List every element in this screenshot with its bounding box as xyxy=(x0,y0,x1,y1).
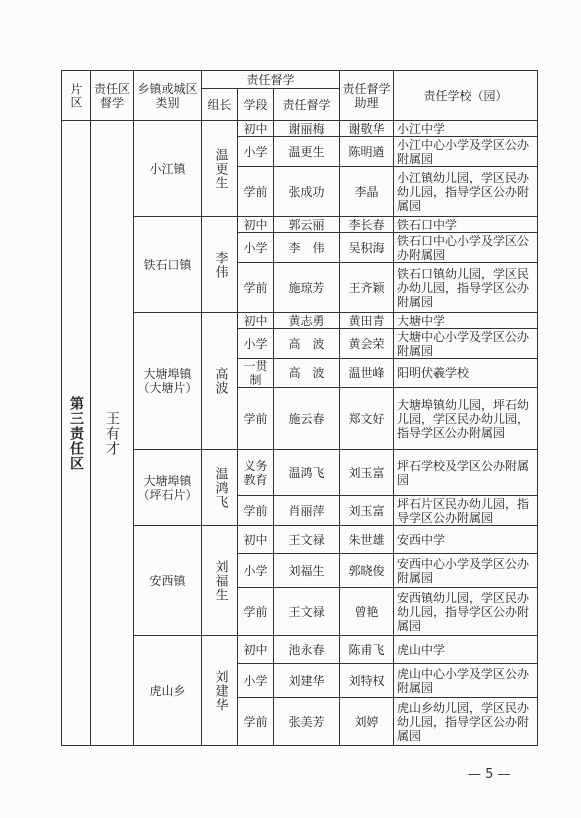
table-row xyxy=(62,450,538,496)
table-row xyxy=(62,217,538,233)
assistant-cell: 郑文好 xyxy=(340,388,394,450)
stage-cell: 学前 xyxy=(238,698,274,746)
assistant-cell: 刘玉富 xyxy=(340,450,394,496)
stage-cell: 小学 xyxy=(238,664,274,698)
table-row xyxy=(62,526,538,554)
header-pianqu: 片区 xyxy=(62,71,91,121)
assistant-cell: 温世峰 xyxy=(340,359,394,388)
assistant-cell: 曾艳 xyxy=(340,588,394,636)
stage-cell: 初中 xyxy=(238,217,274,233)
assistant-cell: 吴积海 xyxy=(340,233,394,263)
school-cell: 虎山中心小学及学区公办附属园 xyxy=(394,664,538,698)
supervisor-cell: 刘建华 xyxy=(274,664,340,698)
assistant-cell: 黄会荣 xyxy=(340,329,394,359)
assistant-cell: 陈甫飞 xyxy=(340,636,394,664)
assistant-cell: 李长春 xyxy=(340,217,394,233)
header-zuzhang: 组长 xyxy=(202,89,238,121)
town-cell: 大塘埠镇（坪石片） xyxy=(134,450,202,526)
school-cell: 安西中心小学及学区公办附属园 xyxy=(394,554,538,588)
assistant-cell: 刘玉富 xyxy=(340,496,394,526)
school-cell: 虎山乡幼儿园，学区民办幼儿园，指导学区公办附属园 xyxy=(394,698,538,746)
leader-cell: 刘建华 xyxy=(202,636,238,746)
school-cell: 小江镇幼儿园，学区民办幼儿园，指导学区公办附属园 xyxy=(394,167,538,217)
stage-cell: 初中 xyxy=(238,313,274,329)
supervisor-cell: 谢丽梅 xyxy=(274,121,340,137)
assistant-cell: 刘婷 xyxy=(340,698,394,746)
town-cell: 虎山乡 xyxy=(134,636,202,746)
assistant-cell: 朱世雄 xyxy=(340,526,394,554)
school-cell: 大塘中心小学及学区公办附属园 xyxy=(394,329,538,359)
school-cell: 大塘中学 xyxy=(394,313,538,329)
assistant-cell: 谢敬华 xyxy=(340,121,394,137)
leader-cell: 刘福生 xyxy=(202,526,238,636)
supervisor-cell: 刘福生 xyxy=(274,554,340,588)
header-duxue: 责任督学 xyxy=(274,89,340,121)
supervisor-cell: 温鸿飞 xyxy=(274,450,340,496)
town-cell: 安西镇 xyxy=(134,526,202,636)
assistant-cell: 黄田青 xyxy=(340,313,394,329)
stage-cell: 初中 xyxy=(238,636,274,664)
stage-cell: 初中 xyxy=(238,526,274,554)
assistant-cell: 陈明遒 xyxy=(340,137,394,167)
assistant-cell: 刘特权 xyxy=(340,664,394,698)
page-number: — 5 — xyxy=(468,767,511,782)
stage-cell: 初中 xyxy=(238,121,274,137)
stage-cell: 小学 xyxy=(238,137,274,167)
supervisor-cell: 张美芳 xyxy=(274,698,340,746)
stage-cell: 学前 xyxy=(238,388,274,450)
stage-cell: 小学 xyxy=(238,233,274,263)
school-cell: 阳明伏羲学校 xyxy=(394,359,538,388)
school-cell: 坪石学校及学区公办附属园 xyxy=(394,450,538,496)
assistant-cell: 李晶 xyxy=(340,167,394,217)
table-row xyxy=(62,313,538,329)
school-cell: 铁石口镇幼儿园，学区民办幼儿园，指导学区公办附属园 xyxy=(394,263,538,313)
stage-cell: 一贯制 xyxy=(238,359,274,388)
supervisor-cell: 施云春 xyxy=(274,388,340,450)
chief-supervisor-cell: 王有才 xyxy=(91,121,134,746)
table-row xyxy=(62,121,538,137)
assistant-cell: 郭晓俊 xyxy=(340,554,394,588)
supervisor-cell: 王文禄 xyxy=(274,588,340,636)
school-cell: 铁石口中心小学及学区公办附属园 xyxy=(394,233,538,263)
stage-cell: 学前 xyxy=(238,588,274,636)
header-zhuli: 责任督学助理 xyxy=(340,71,394,121)
school-cell: 虎山中学 xyxy=(394,636,538,664)
supervisor-cell: 温更生 xyxy=(274,137,340,167)
header-school: 责任学校（园） xyxy=(394,71,538,121)
supervisor-cell: 肖丽萍 xyxy=(274,496,340,526)
supervisor-cell: 池永春 xyxy=(274,636,340,664)
town-cell: 小江镇 xyxy=(134,121,202,217)
town-cell: 铁石口镇 xyxy=(134,217,202,313)
header-xiangzhen: 乡镇或城区类别 xyxy=(134,71,202,121)
supervisor-cell: 黄志勇 xyxy=(274,313,340,329)
header-xueduan: 学段 xyxy=(238,89,274,121)
header-duxue-group: 责任督学 xyxy=(202,71,340,89)
town-cell: 大塘埠镇（大塘片） xyxy=(134,313,202,450)
school-cell: 安西中学 xyxy=(394,526,538,554)
leader-cell: 温更生 xyxy=(202,121,238,217)
school-cell: 小江中心小学及学区公办附属园 xyxy=(394,137,538,167)
school-cell: 大塘埠镇幼儿园，坪石幼儿园，学区民办幼儿园，指导学区公办附属园 xyxy=(394,388,538,450)
stage-cell: 学前 xyxy=(238,167,274,217)
header-zeren-duxue: 责任区督学 xyxy=(91,71,134,121)
supervisor-cell: 王文禄 xyxy=(274,526,340,554)
school-cell: 坪石片区民办幼儿园，指导学区公办附属园 xyxy=(394,496,538,526)
supervisor-cell: 李 伟 xyxy=(274,233,340,263)
supervisor-cell: 张成功 xyxy=(274,167,340,217)
stage-cell: 学前 xyxy=(238,263,274,313)
leader-cell: 温鸿飞 xyxy=(202,450,238,526)
stage-cell: 义务教育 xyxy=(238,450,274,496)
stage-cell: 学前 xyxy=(238,496,274,526)
leader-cell: 李伟 xyxy=(202,217,238,313)
stage-cell: 小学 xyxy=(238,554,274,588)
school-cell: 铁石口中学 xyxy=(394,217,538,233)
school-cell: 安西镇幼儿园，学区民办幼儿园，指导学区公办附属园 xyxy=(394,588,538,636)
stage-cell: 小学 xyxy=(238,329,274,359)
supervisor-cell: 施琼芳 xyxy=(274,263,340,313)
assistant-cell: 王齐颖 xyxy=(340,263,394,313)
supervision-table xyxy=(61,70,538,746)
supervisor-cell: 高 波 xyxy=(274,359,340,388)
supervisor-cell: 高 波 xyxy=(274,329,340,359)
supervisor-cell: 郭云丽 xyxy=(274,217,340,233)
district-cell: 第三责任区 xyxy=(62,121,91,746)
table-row xyxy=(62,636,538,664)
leader-cell: 高波 xyxy=(202,313,238,450)
school-cell: 小江中学 xyxy=(394,121,538,137)
